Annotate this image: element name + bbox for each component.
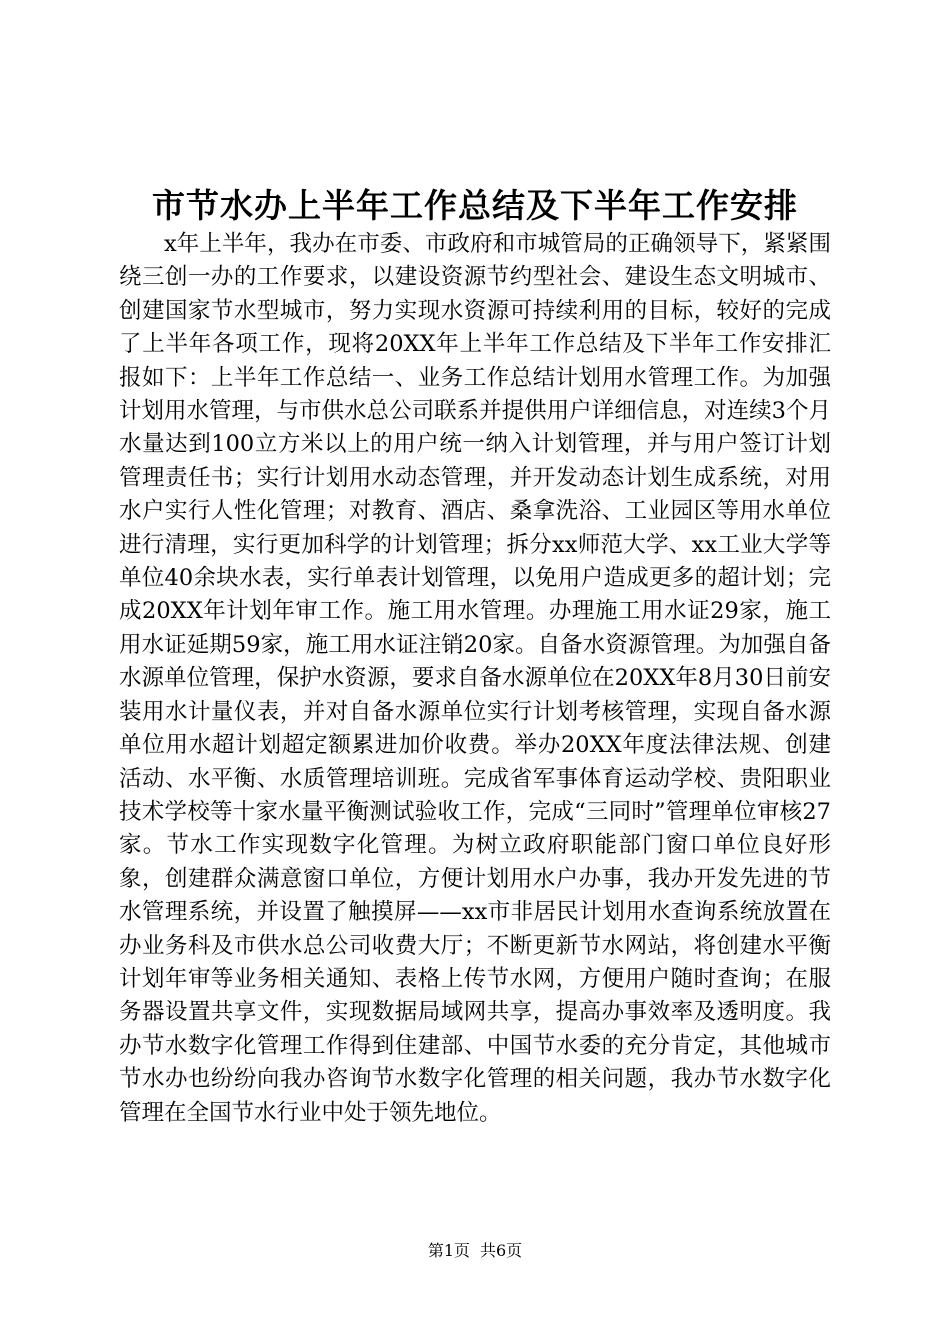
page-number-current: 第1页 xyxy=(427,1241,470,1260)
document-body-paragraph: x年上半年，我办在市委、市政府和市城管局的正确领导下，紧紧围绕三创一办的工作要求，以建设资源节约型社会、建设生态文明城市、创建国家节水型城市，努力实现水资源可持续利用的目标，较好的完成了上半年各项工作，现将20XX年上半年工作总结及下半年工作安排汇报如下：上半年工作总结一、业务工作总结计划用水管理工作。为加强计划用水管理，与市供水总公司联系并提供用户详细信息，对连续3个月水量达到100立方米以上的用户统一纳入计划管理，并与用户签订计划管理责任书；实行计划用水动态管理，并开发动态计划生成系统，对用水户实行人性化管理；对教育、酒店、桑拿洗浴、工业园区等用水单位进行清理，实行更加科学的计划管理；拆分xx师范大学、xx工业大学等单位40余块水表，实行单表计划管理，以免用户造成更多的超计划；完成20XX年计划年审工作。施工用水管理。办理施工用水证29家，施工用水证延期59家，施工用水证注销20家。自备水资源管理。为加强自备水源单位管理，保护水资源，要求自备水源单位在20XX年8月30日前安装用水计量仪表，并对自备水源单位实行计划考核管理，实现自备水源单位用水超计划超定额累进加价收费。举办20XX年度法律法规、创建活动、水平衡、水质管理培训班。完成省军事体育运动学校、贵阳职业技术学校等十家水量平衡测试验收工作，完成“三同时”管理单位审核27家。节水工作实现数字化管理。为树立政府职能部门窗口单位良好形象，创建群众满意窗口单位，方便计划用水户办事，我办开发先进的节水管理系统，并设置了触摸屏——xx市非居民计划用水查询系统放置在办业务科及市供水总公司收费大厅；不断更新节水网站，将创建水平衡计划年审等业务相关通知、表格上传节水网，方便用户随时查询；在服务器设置共享文件，实现数据局域网共享，提高办事效率及透明度。我办节水数字化管理工作得到住建部、中国节水委的充分肯定，其他城市节水办也纷纷向我办咨询节水数字化管理的相关问题，我办节水数字化管理在全国节水行业中处于领先地位。 xyxy=(119,231,831,1126)
page-footer xyxy=(0,1240,950,1262)
page-number-total: 共6页 xyxy=(480,1241,523,1260)
document-title: 市节水办上半年工作总结及下半年工作安排 xyxy=(152,186,798,225)
